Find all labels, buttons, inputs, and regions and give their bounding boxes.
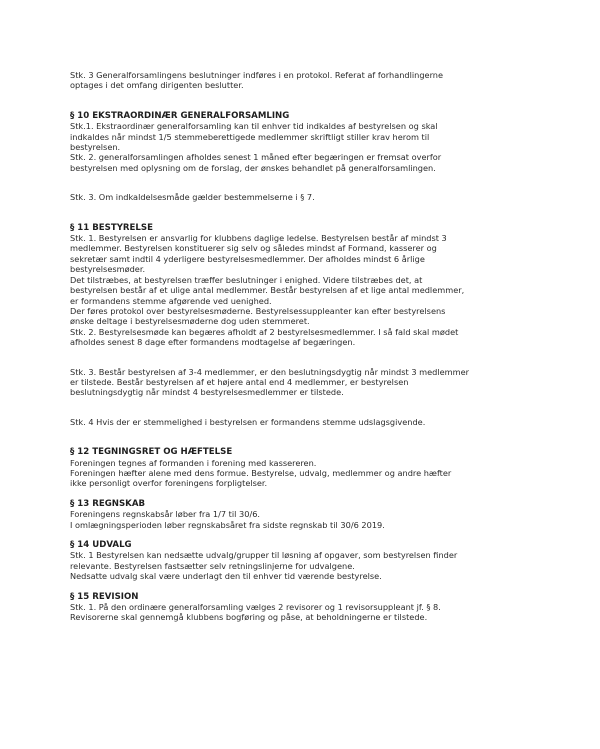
section-12-heading: § 12 TEGNINGSRET OG HÆFTELSE bbox=[70, 447, 233, 458]
spacer bbox=[70, 427, 530, 447]
section-10-heading: § 10 EKSTRAORDINÆR GENERALFORSAMLING bbox=[70, 110, 290, 121]
document-page bbox=[70, 70, 530, 623]
section-13-paragraph-1: Foreningens regnskabsår løber fra 1/7 til 30/6. I omlægningsperioden løber regnskabsåret fra sidste regnskab til 30/6 2019. bbox=[70, 509, 385, 530]
spacer bbox=[70, 530, 530, 540]
section-12 bbox=[70, 447, 530, 489]
section-11-paragraph-3: Stk. 4 Hvis der er stemmelighed i bestyrelsen er formandens stemme udslagsgivende. bbox=[70, 416, 426, 427]
section-13-heading: § 13 REGNSKAB bbox=[70, 498, 146, 509]
section-10-paragraph-2: Stk. 3. Om indkaldelsesmåde gælder bestemmelserne i § 7. bbox=[70, 192, 315, 203]
section-14 bbox=[70, 540, 530, 582]
section-12-paragraph-1: Foreningen tegnes af formanden i forening med kassereren. Foreningen hæfter alene med dens formue. Bestyrelse, udvalg, medlemmer og andre hæfter ikke personligt overfor foreningens forpligtelser. bbox=[70, 457, 452, 489]
spacer bbox=[70, 489, 530, 499]
spacer bbox=[70, 91, 530, 111]
section-13 bbox=[70, 499, 530, 530]
spacer bbox=[70, 203, 530, 223]
section-14-heading: § 14 UDVALG bbox=[70, 540, 132, 550]
spacer bbox=[70, 398, 530, 417]
intro-paragraph: Stk. 3 Generalforsamlingens beslutninger indføres i en protokol. Referat af forhandlingerne optages i det omfang dirigenten beslutter. bbox=[70, 70, 444, 91]
section-15 bbox=[70, 592, 530, 623]
section-11-heading: § 11 BESTYRELSE bbox=[70, 222, 153, 233]
section-11 bbox=[70, 223, 530, 428]
spacer bbox=[70, 348, 530, 367]
spacer bbox=[70, 582, 530, 592]
section-15-paragraph-1: Stk. 1. På den ordinære generalforsamling vælges 2 revisorer og 1 revisorsuppleant jf. § 8. Revisorerne skal gennemgå klubbens bogføring og påse, at beholdningerne er tilstede. bbox=[70, 602, 441, 623]
section-15-heading: § 15 REVISION bbox=[70, 591, 139, 602]
section-14-paragraph-1: Stk. 1 Bestyrelsen kan nedsætte udvalg/grupper til løsning af opgaver, som bestyrelsen finder relevante. Bestyrelsen fastsætter selv retningslinjerne for udvalgene. Nedsatte udvalg skal være underlagt den til enhver tid værende bestyrelse. bbox=[70, 550, 458, 582]
section-10 bbox=[70, 111, 530, 203]
spacer bbox=[70, 173, 530, 192]
section-10-paragraph-1: Stk.1. Ekstraordinær generalforsamling kan til enhver tid indkaldes af bestyrelsen og skal indkaldes når mindst 1/5 stemmeberettigede medlemmer skriftligt stiller krav herom til bestyrelsen. Stk. 2. generalforsamlingen afholdes senest 1 måned efter begæringen er fremsat overfor bestyrelsen med oplysning om de forslag, der ønskes behandlet på generalforsamlingen. bbox=[70, 121, 442, 173]
section-11-paragraph-1: Stk. 1. Bestyrelsen er ansvarlig for klubbens daglige ledelse. Bestyrelsen består af mindst 3 medlemmer. Bestyrelsen konstituerer sig selv og således mindst af Formand, kasserer og sekretær samt indtil 4 yderligere bestyrelsesmedlemmer. Der afholdes mindst 6 årlige bestyrelsesmøder. Det tilstræbes, at bestyrelsen træffer beslutninger i enighed. Videre tilstræbes det, at bestyrelsen består af et ulige antal medlemmer. Består bestyrelsen af et lige antal medlemmer, er formandens stemme afgørende ved uenighed. Der føres protokol over bestyrelsesmøderne. Bestyrelsessuppleanter kan efter bestyrelsens ønske deltage i bestyrelsesmøderne dog uden stemmeret. Stk. 2. Bestyrelsesmøde kan begæres afholdt af 2 bestyrelsesmedlemmer. I så fald skal mødet afholdes senest 8 dage efter formandens modtagelse af begæringen. bbox=[70, 233, 465, 348]
section-11-paragraph-2: Stk. 3. Består bestyrelsen af 3-4 medlemmer, er den beslutningsdygtig når mindst 3 medlemmer er tilstede. Består bestyrelsen af et højere antal end 4 medlemmer, er bestyrelsen beslutningsdygtig når mindst 4 bestyrelsesmedlemmer er tilstede. bbox=[70, 366, 470, 398]
